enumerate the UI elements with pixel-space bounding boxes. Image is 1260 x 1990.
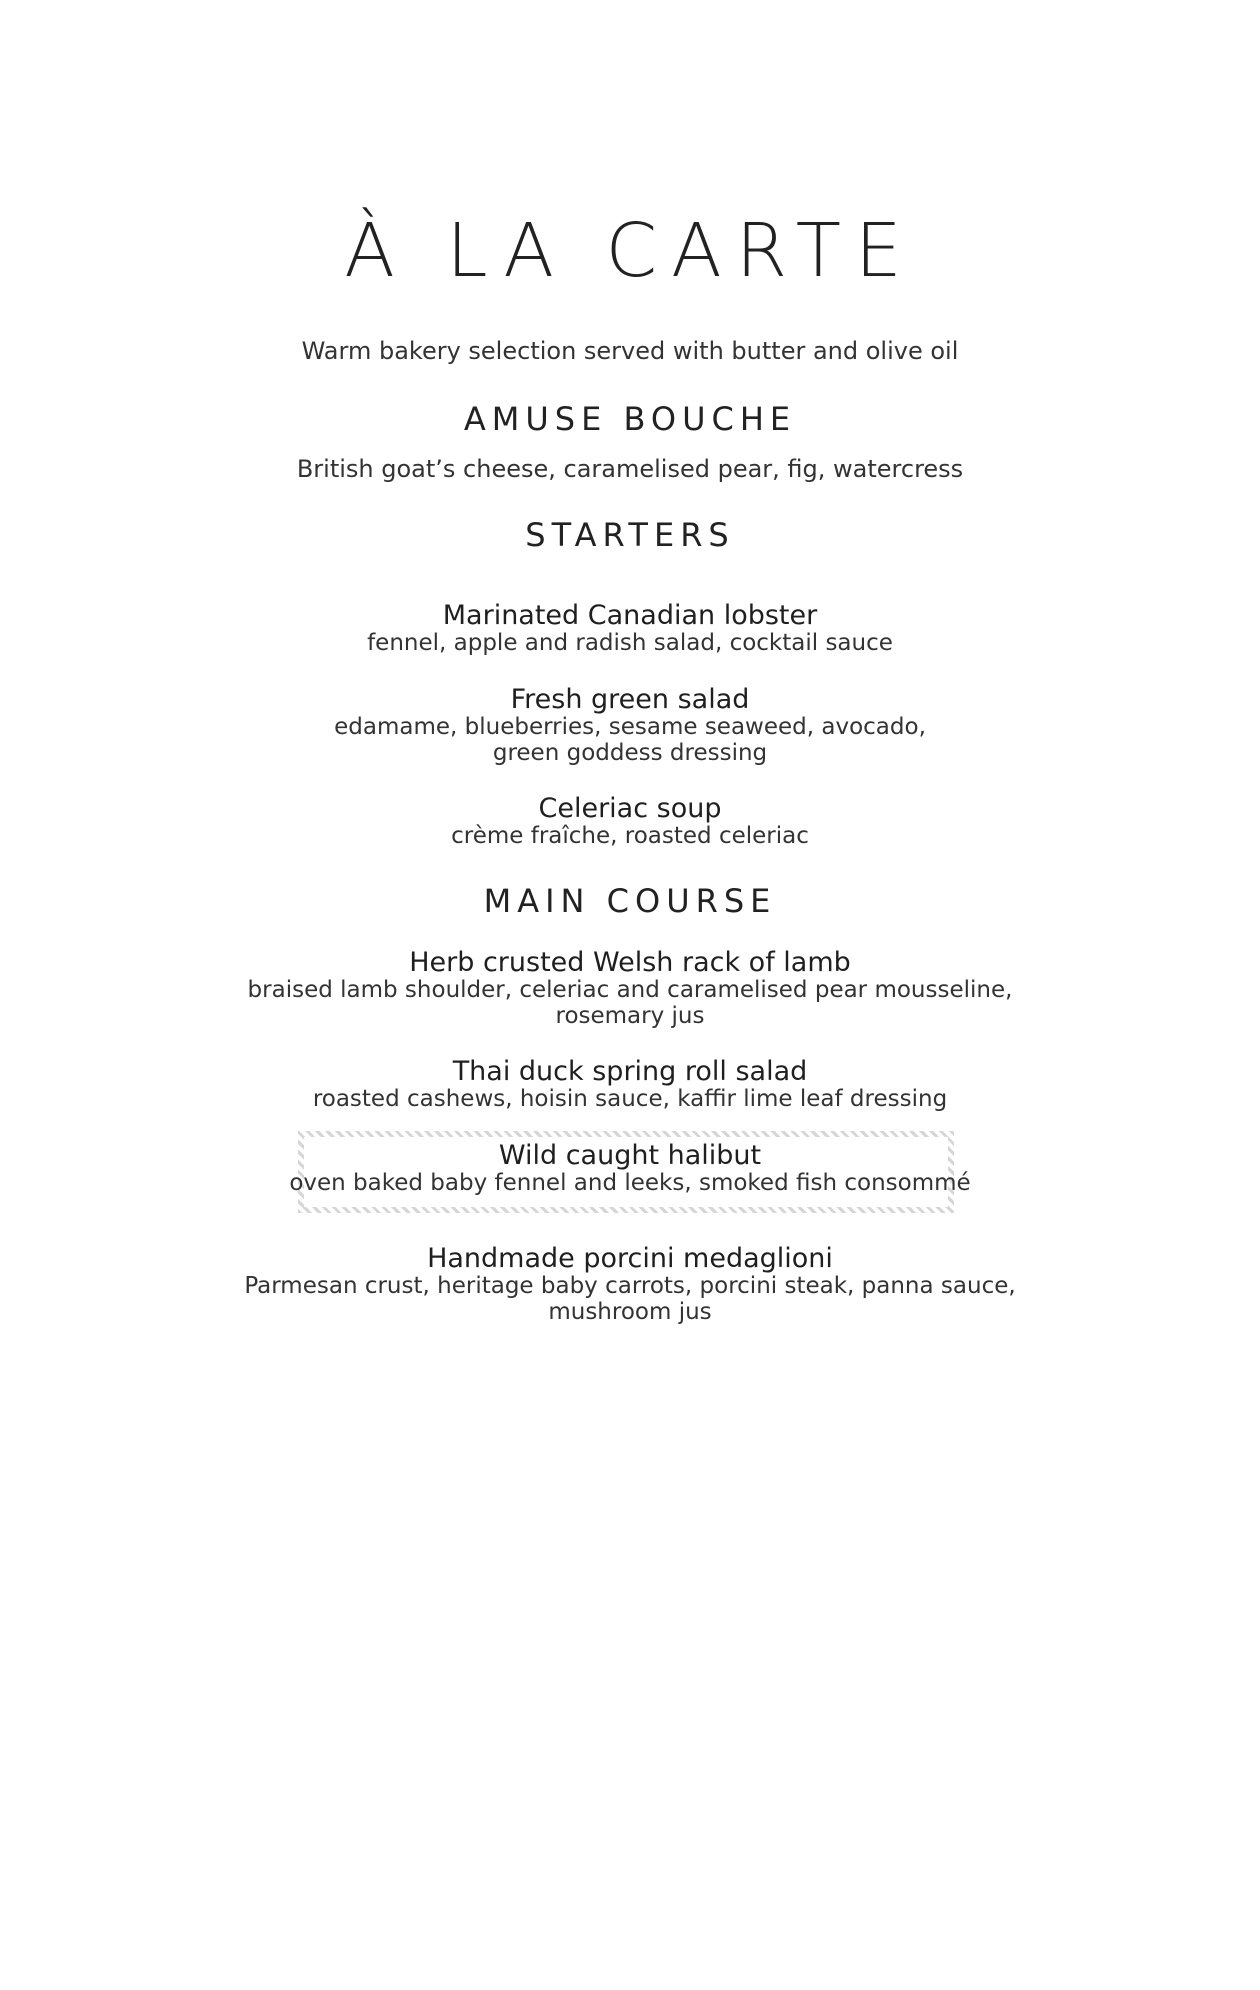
dish-description: crème fraîche, roasted celeriac — [451, 823, 809, 849]
menu-title: À LA CARTE — [344, 208, 916, 294]
dish-description: fennel, apple and radish salad, cocktail sauce — [367, 630, 893, 656]
dish-description: rosemary jus — [555, 1003, 705, 1029]
amuse-bouche-text: British goat’s cheese, caramelised pear, fig, watercress — [296, 455, 964, 483]
dish-description: green goddess dressing — [492, 740, 768, 766]
dish-description: edamame, blueberries, sesame seaweed, avocado, — [334, 714, 926, 740]
dish-description: braised lamb shoulder, celeriac and caramelised pear mousseline, — [247, 977, 1013, 1003]
dish-description: oven baked baby fennel and leeks, smoked fish consommé — [289, 1170, 971, 1196]
dish-name: Handmade porcini medaglioni — [427, 1243, 833, 1274]
starter-item — [0, 686, 1260, 766]
dish-name: Thai duck spring roll salad — [452, 1056, 808, 1087]
dish-name: Wild caught halibut — [498, 1140, 762, 1171]
dish-name: Celeriac soup — [538, 793, 722, 824]
starter-item — [0, 795, 1260, 849]
main-item-featured — [0, 1142, 1260, 1196]
amuse-bouche-heading: AMUSE BOUCHE — [463, 400, 797, 438]
main-item — [0, 949, 1260, 1029]
dish-description: roasted cashews, hoisin sauce, kaffir lime leaf dressing — [312, 1086, 948, 1112]
dish-description: Parmesan crust, heritage baby carrots, porcini steak, panna sauce, — [244, 1273, 1016, 1299]
dish-name: Marinated Canadian lobster — [442, 600, 818, 631]
starter-item — [0, 602, 1260, 656]
dish-description: mushroom jus — [548, 1299, 712, 1325]
main-item — [0, 1058, 1260, 1112]
bakery-note: Warm bakery selection served with butter and olive oil — [301, 337, 959, 365]
dish-name: Fresh green salad — [510, 684, 750, 715]
starters-heading: STARTERS — [525, 516, 735, 554]
main-course-heading: MAIN COURSE — [483, 882, 777, 920]
dish-name: Herb crusted Welsh rack of lamb — [409, 947, 851, 978]
main-item — [0, 1245, 1260, 1325]
